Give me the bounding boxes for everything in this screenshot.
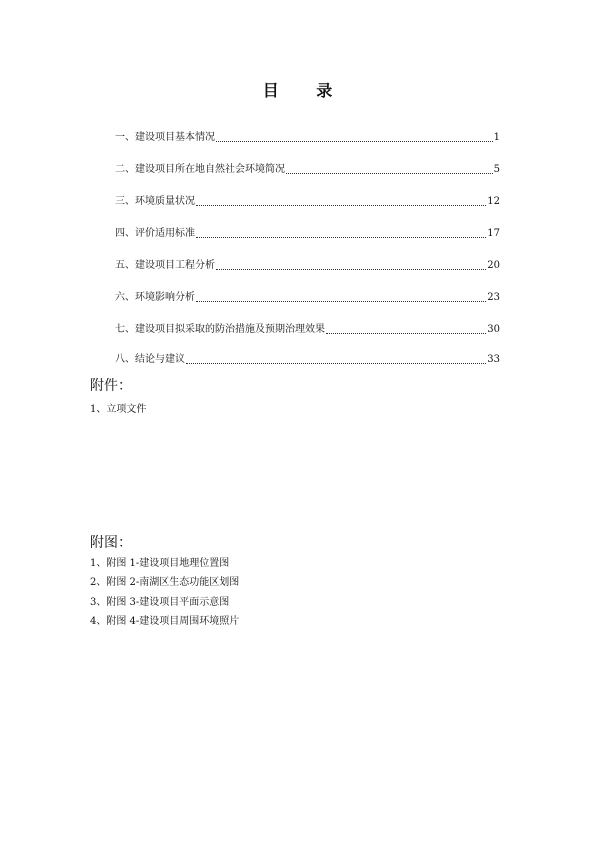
attachment-item: 1、立项文件: [90, 404, 147, 415]
toc-leader-dots: [196, 301, 486, 302]
toc-leader-dots: [216, 269, 486, 270]
toc-entry-label: 三、环境质量状况: [115, 196, 195, 207]
toc-entry[interactable]: [115, 288, 500, 304]
toc-entry-label: 五、建设项目工程分析: [115, 260, 215, 271]
toc-entry-page: 5: [493, 164, 500, 175]
toc-entry-page: 30: [487, 324, 500, 335]
toc-leader-dots: [326, 333, 486, 334]
attachments-heading: 附件：: [90, 378, 132, 394]
toc-entry[interactable]: [115, 320, 500, 336]
toc-entry-label: 一、建设项目基本情况: [115, 132, 215, 143]
toc-leader-dots: [216, 141, 493, 142]
toc-entry-label: 四、评价适用标准: [115, 228, 195, 239]
toc-entry[interactable]: [115, 128, 500, 144]
toc-entry-page: 1: [493, 132, 500, 143]
toc-entry-label: 二、建设项目所在地自然社会环境简况: [115, 164, 285, 175]
toc-leader-dots: [286, 173, 493, 174]
toc-leader-dots: [196, 237, 486, 238]
toc-entry[interactable]: [115, 192, 500, 208]
figure-item: 3、附图 3-建设项目平面示意图: [90, 597, 230, 608]
toc-leader-dots: [196, 205, 486, 206]
toc-entry-page: 12: [487, 196, 500, 207]
toc-leader-dots: [186, 363, 486, 364]
toc-entry[interactable]: [115, 350, 500, 366]
toc-entry-label: 八、结论与建议: [115, 354, 185, 365]
figure-item: 1、附图 1-建设项目地理位置图: [90, 558, 230, 569]
toc-entry-page: 23: [487, 292, 500, 303]
toc-entry[interactable]: [115, 256, 500, 272]
toc-entry[interactable]: [115, 160, 500, 176]
toc-entry[interactable]: [115, 224, 500, 240]
page-title: 目 录: [262, 81, 349, 100]
toc-entry-label: 六、环境影响分析: [115, 292, 195, 303]
toc-entry-label: 七、建设项目拟采取的防治措施及预期治理效果: [115, 324, 325, 335]
toc-entry-page: 17: [487, 228, 500, 239]
figure-item: 2、附图 2-南湖区生态功能区划图: [90, 577, 240, 588]
toc-entry-page: 33: [487, 354, 500, 365]
figure-item: 4、附图 4-建设项目周围环境照片: [90, 616, 240, 627]
toc-entry-page: 20: [487, 260, 500, 271]
figures-heading: 附图：: [90, 535, 132, 551]
